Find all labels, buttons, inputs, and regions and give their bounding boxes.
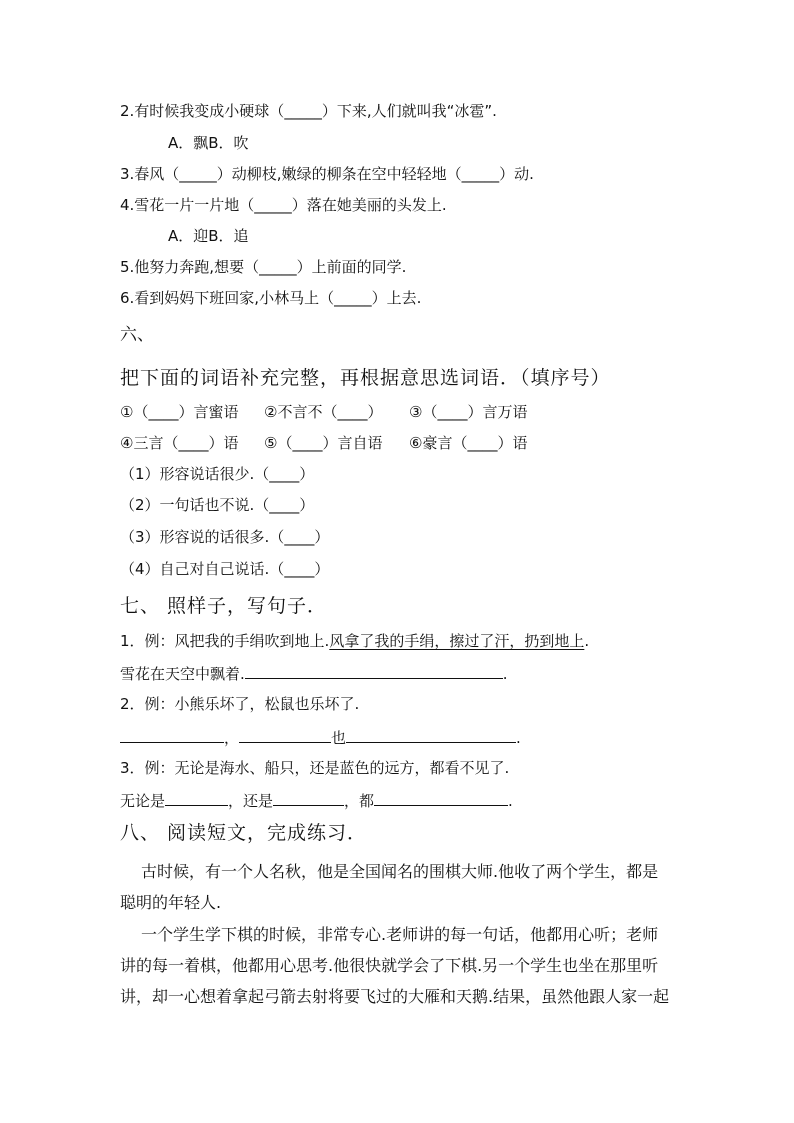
meaning-3: （3）形容说的话很多.（____）: [120, 528, 330, 546]
answer-3-blank-a[interactable]: [165, 792, 228, 806]
example-3: 3．例：无论是海水、船只，还是蓝色的远方，都看不见了.: [120, 759, 510, 777]
word-6: ⑥豪言（____）语: [409, 434, 528, 452]
question-3: 3.春风（_____）动柳枝,嫩绿的柳条在空中轻轻地（_____）动.: [120, 165, 534, 183]
answer-1-blank[interactable]: [245, 665, 503, 679]
answer-3-end: .: [508, 792, 513, 810]
question-4-options: A．迎B．追: [168, 227, 249, 245]
question-5: 5.他努力奔跑,想要（_____）上前面的同学.: [120, 258, 407, 276]
answer-2-ye: 也: [331, 729, 347, 747]
answer-3-blank-b[interactable]: [273, 792, 344, 806]
question-2: 2.有时候我变成小硬球（_____）下来,人们就叫我“冰雹”.: [120, 102, 497, 120]
question-6: 6.看到妈妈下班回家,小林马上（_____）上去.: [120, 289, 422, 307]
word-3: ③（____）言万语: [409, 403, 528, 421]
answer-2-blank-c[interactable]: [346, 729, 516, 743]
word-4: ④三言（____）语: [120, 434, 239, 452]
section-6-title: 把下面的词语补充完整，再根据意思选词语．（填序号）: [120, 367, 611, 389]
word-1: ①（____）言蜜语: [120, 403, 239, 421]
answer-1: [120, 665, 508, 682]
example-2: 2．例：小熊乐坏了，松鼠也乐坏了.: [120, 695, 360, 713]
answer-2: [120, 729, 521, 746]
meaning-1: （1）形容说话很少.（____）: [120, 465, 315, 483]
answer-1-prompt: 雪花在天空中飘着.: [120, 665, 245, 683]
answer-2-blank-a[interactable]: [120, 729, 224, 743]
answer-3-wulunshi: 无论是: [120, 792, 166, 810]
word-2: ②不言不（____）: [264, 403, 383, 421]
example-1-text: 1．例：风把我的手绢吹到地上.: [120, 632, 330, 650]
passage-p2-line2: 讲的每一着棋，他都用心思考.他很快就学会了下棋.另一个学生也坐在那里听: [120, 956, 659, 975]
answer-3-dou: ，都: [344, 792, 375, 810]
question-4: 4.雪花一片一片地（_____）落在她美丽的头发上.: [120, 196, 447, 214]
answer-2-comma: ，: [224, 729, 240, 747]
meaning-2: （2）一句话也不说.（____）: [120, 496, 315, 514]
passage-p2-line1: 一个学生学下棋的时候，非常专心.老师讲的每一句话，他都用心听；老师: [141, 925, 659, 944]
answer-3: [120, 792, 513, 809]
section-8-heading: 八、 阅读短文，完成练习．: [120, 822, 368, 844]
passage-p1-line2: 聪明的年轻人.: [120, 893, 222, 912]
example-1: [120, 634, 589, 649]
answer-3-blank-c[interactable]: [374, 792, 508, 806]
word-5: ⑤（____）言自语: [264, 434, 383, 452]
question-2-options: A．飘B．吹: [168, 134, 249, 152]
example-1-underlined: 风拿了我的手绢，擦过了汗，扔到地上: [329, 632, 585, 650]
passage-p2-line3: 讲，却一心想着拿起弓箭去射将要飞过的大雁和天鹅.结果，虽然他跟人家一起: [120, 987, 670, 1006]
meaning-4: （4）自己对自己说话.（____）: [120, 560, 330, 578]
passage-p1-line1: 古时候，有一个人名秋，他是全国闻名的围棋大师.他收了两个学生，都是: [141, 862, 659, 881]
example-1-end: .: [584, 632, 590, 650]
answer-2-end: .: [516, 729, 521, 747]
answer-3-haishi: ，还是: [228, 792, 274, 810]
section-7-heading: 七、 照样子，写句子．: [120, 595, 328, 617]
answer-2-blank-b[interactable]: [239, 729, 331, 743]
section-6-heading: 六、: [120, 325, 154, 345]
answer-1-end: .: [502, 665, 508, 683]
